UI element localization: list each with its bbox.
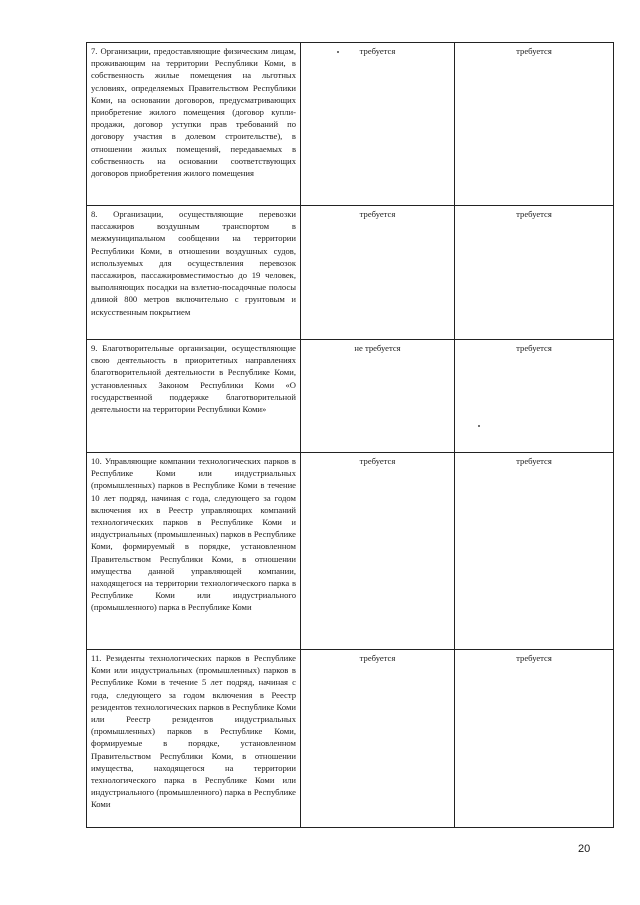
row-description: 9. Благотворительные организации, осуществляющие свою деятельность в приоритетных направлениях благотворительной деятельности в Республике Коми, установленных Законом Республики Коми «О государственной поддержке благотворительной деятельности на территории Республики Коми» bbox=[87, 340, 301, 453]
row-description: 7. Организации, предоставляющие физическим лицам, проживающим на территории Республики Коми, в собственность жилые помещения на льготных условиях, определяемых Правительством Республики Коми, на основании договоров, предусматривающих приобретение жилого помещения (договор купли-продажи, договор уступки прав требований по договору участия в долевом строительстве), в отношении жилых помещений, передаваемых в собственность на основании соответствующих договоров приобретения жилого помещения bbox=[87, 43, 301, 206]
row-col3-value: требуется bbox=[455, 650, 614, 828]
table-row bbox=[87, 340, 614, 453]
row-col2-value: требуется bbox=[301, 206, 455, 340]
row-col2-value: не требуется bbox=[301, 340, 455, 453]
row-col3-value: требуется bbox=[455, 43, 614, 206]
table-row bbox=[87, 650, 614, 828]
row-col2-value: требуется bbox=[301, 650, 455, 828]
row-col3-value: требуется bbox=[455, 206, 614, 340]
row-col3-value: требуется bbox=[455, 453, 614, 650]
table-row bbox=[87, 453, 614, 650]
row-col2-value: требуется bbox=[301, 453, 455, 650]
table-row bbox=[87, 43, 614, 206]
page-number: 20 bbox=[578, 843, 591, 855]
table-row bbox=[87, 206, 614, 340]
benefits-table bbox=[86, 42, 614, 828]
scan-speck bbox=[478, 425, 480, 427]
scan-speck bbox=[337, 51, 339, 53]
row-col2-value: требуется bbox=[301, 43, 455, 206]
row-description: 8. Организации, осуществляющие перевозки пассажиров воздушным транспортом в межмуниципальном сообщении на территории Республики Коми, в отношении воздушных судов, используемых для осуществления перевозок пассажиров, пассажировместимостью до 19 человек, выполняющих посадки на взлетно-посадочные полосы длиной 800 метров включительно с грунтовым и искусственным покрытием bbox=[87, 206, 301, 340]
row-description: 10. Управляющие компании технологических парков в Республике Коми или индустриальных (промышленных) парков в Республике Коми в течение 10 лет подряд, начиная с года, следующего за годом включения их в Реестр управляющих компаний технологических парков в Республике Коми и индустриальных (промышленных) парков в Республике Коми, формируемый в порядке, установленном Правительством Республики Коми, в отношении имущества данной управляющей компании, находящегося на территории технологического парка в Республике Коми или индустриального (промышленного) парка в Республике Коми bbox=[87, 453, 301, 650]
row-description: 11. Резиденты технологических парков в Республике Коми или индустриальных (промышленных) парков в Республике Коми в течение 5 лет подряд, начиная с года, следующего за годом включения в Реестр резидентов технологических парков в Республике Коми или Реестр резидентов индустриальных (промышленных) парков в Республике Коми, формируемые в порядке, установленном Правительством Республики Коми, в отношении имущества, находящегося на территории технологического парка в Республике Коми или индустриального (промышленного) парка в Республике Коми bbox=[87, 650, 301, 828]
row-col3-value: требуется bbox=[455, 340, 614, 453]
